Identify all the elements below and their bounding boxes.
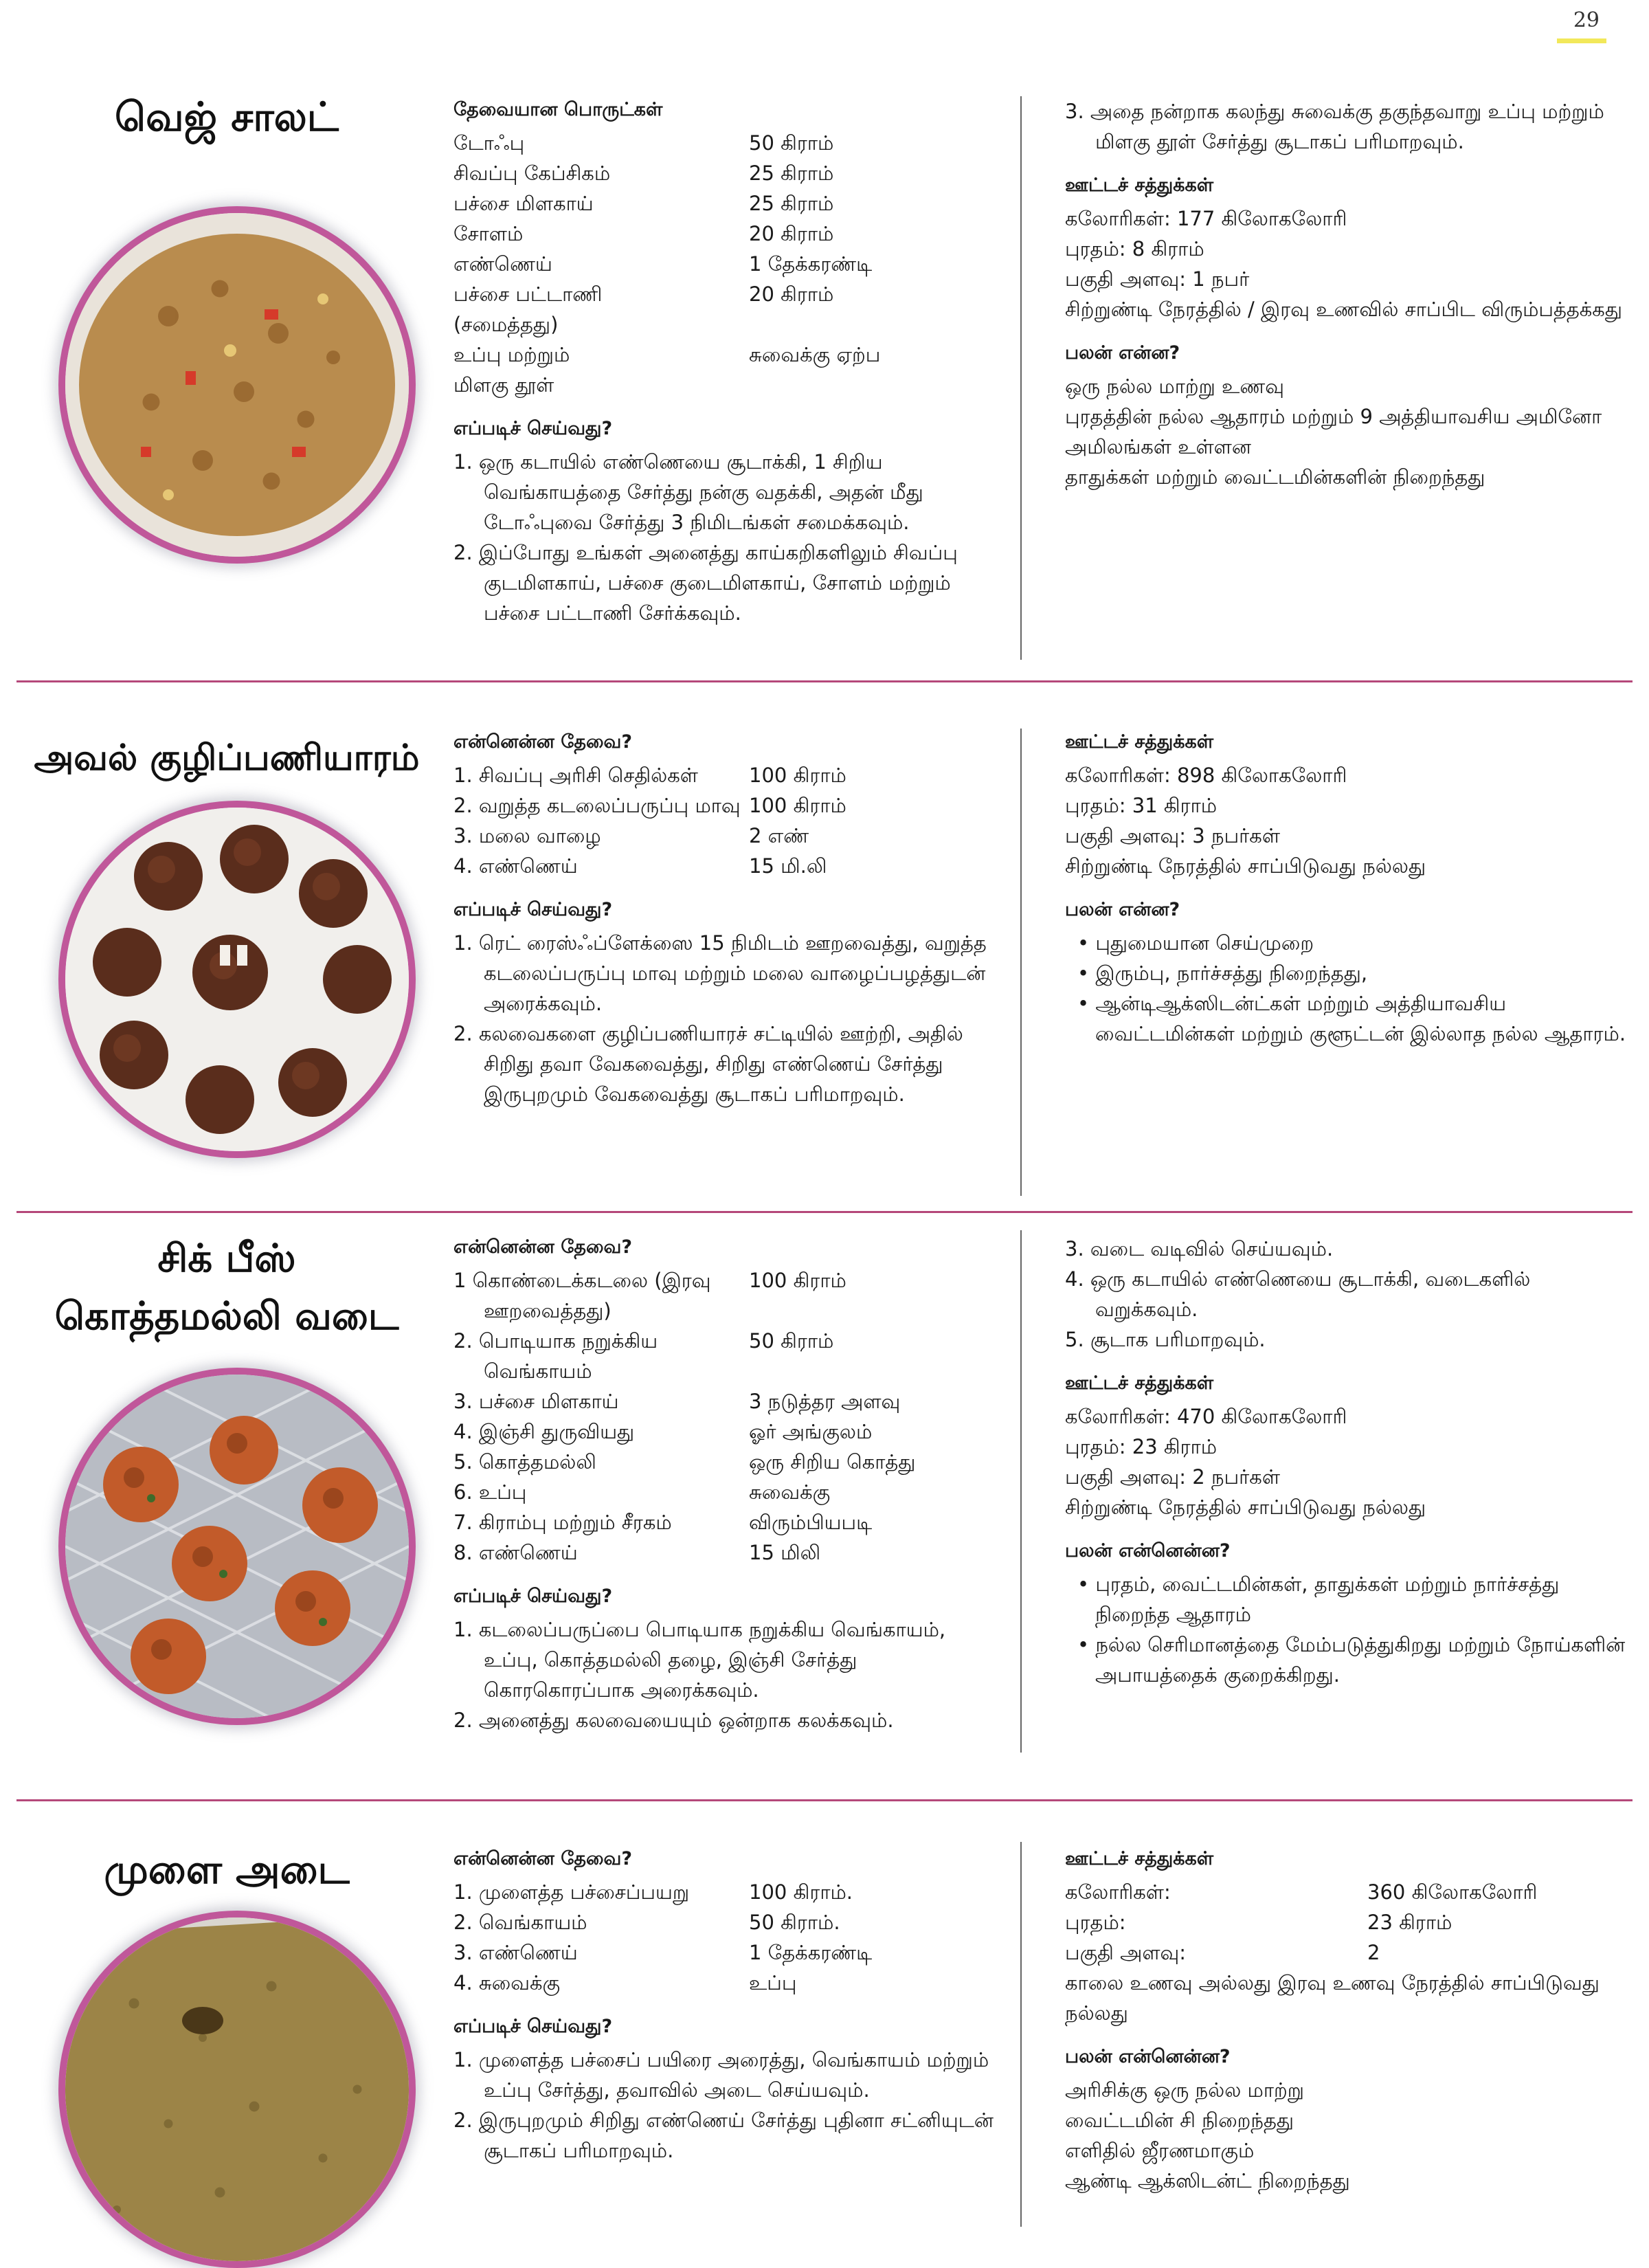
ingredient-name: 4. எண்ணெய்	[453, 854, 578, 878]
page-number-underline	[1557, 38, 1606, 43]
benefit-item: • ஆன்டிஆக்ஸிடன்ட்கள் மற்றும் அத்தியாவசிய வைட்டமின்கள் மற்றும் குளூட்டன் இல்லாத நல்ல ஆதாரம்.	[1077, 992, 1626, 1045]
bullet-icon: •	[1077, 931, 1096, 955]
ingredient-name: பச்சை பட்டாணி (சமைத்தது)	[453, 282, 603, 336]
column-divider	[1020, 1842, 1022, 2227]
benefit-item: • இரும்பு, நார்ச்சத்து நிறைந்தது,	[1077, 961, 1368, 985]
nutrition-label: புரதம்:	[1065, 1911, 1126, 1934]
ingredients-list	[453, 1877, 1003, 1998]
nutrition-value: 360 கிலோகலோரி	[1367, 1880, 1538, 1904]
method-step: 2. இருபுறமும் சிறிது எண்ணெய் சேர்த்து புதினா சட்னியுடன் சூடாகப் பரிமாறவும்.	[453, 2109, 994, 2162]
benefits-heading: பலன் என்னென்ன?	[1065, 2046, 1231, 2067]
nutrition-value: 23 கிராம்	[1367, 1911, 1452, 1934]
benefit-line: அரிசிக்கு ஒரு நல்ல மாற்று	[1065, 2078, 1305, 2102]
recipe-chickpea-coriander-vada	[0, 1230, 1649, 1780]
ingredient-qty: 100 கிராம்	[749, 764, 846, 787]
ingredient-qty: விரும்பியபடி	[749, 1511, 873, 1534]
nutrition-benefits-column	[1065, 96, 1628, 492]
recipe-title: அவல் குழிப்பணியாரம்	[34, 737, 420, 779]
method-step: 2. இப்போது உங்கள் அனைத்து காய்கறிகளிலும் சிவப்பு குடமிளகாய், பச்சை குடைமிளகாய், சோளம் மற்றும் பச்சை பட்டாணி சேர்க்கவும்.	[453, 541, 958, 625]
ingredient-qty: 20 கிராம்	[749, 282, 834, 306]
benefit-line: வைட்டமின் சி நிறைந்தது	[1065, 2109, 1294, 2132]
ingredients-list	[453, 128, 1003, 400]
ingredient-name: 1. முளைத்த பச்சைப்பயறு	[453, 1880, 690, 1904]
recipe-aval-kuzhipaniyaram	[0, 718, 1649, 1199]
benefit-item: • நல்ல செரிமானத்தை மேம்படுத்துகிறது மற்றும் நோய்களின் அபாயத்தைக் குறைக்கிறது.	[1077, 1633, 1626, 1687]
ingredient-name: 1 கொண்டைக்கடலை (இரவு ஊறவைத்தது)	[453, 1269, 711, 1322]
column-divider	[1020, 1230, 1022, 1753]
ingredients-heading: என்னென்ன தேவை?	[453, 731, 633, 753]
ingredient-name: 5. கொத்தமல்லி	[453, 1450, 596, 1474]
nutrition-line: கலோரிகள்: 898 கிலோகலோரி	[1065, 764, 1347, 787]
page-number: 29	[1573, 8, 1600, 32]
recipe-title: வெஜ் சாலட்	[115, 93, 339, 140]
ingredient-name: எண்ணெய்	[453, 252, 552, 276]
nutrition-table	[1065, 1877, 1628, 1968]
method-step: 1. ஒரு கடாயில் எண்ணெயை சூடாக்கி, 1 சிறிய வெங்காயத்தை சேர்த்து நன்கு வதக்கி, அதன் மீது டோஃபுவை சேர்த்து 3 நிமிடங்கள் சமைக்கவும்.	[453, 450, 923, 534]
bullet-icon: •	[1077, 961, 1096, 985]
nutrition-line: கலோரிகள்: 470 கிலோகலோரி	[1065, 1405, 1347, 1428]
ingredients-method-column	[453, 1845, 1003, 2166]
ingredients-heading: என்னென்ன தேவை?	[453, 1236, 633, 1258]
ingredient-name: பச்சை மிளகாய்	[453, 192, 594, 215]
ingredient-name: 7. கிராம்பு மற்றும் சீரகம்	[453, 1511, 672, 1534]
benefit-item: • புரதம், வைட்டமின்கள், தாதுக்கள் மற்றும் நார்ச்சத்து நிறைந்த ஆதாரம்	[1077, 1572, 1560, 1626]
benefit-line: ஆண்டி ஆக்ஸிடன்ட் நிறைந்தது	[1065, 2169, 1350, 2192]
ingredient-qty: 20 கிராம்	[749, 222, 834, 245]
benefit-item: • புதுமையான செய்முறை	[1077, 931, 1314, 955]
ingredients-list	[453, 1265, 1003, 1568]
method-step: 2. அனைத்து கலவையையும் ஒன்றாக கலக்கவும்.	[453, 1709, 894, 1732]
ingredient-qty: 25 கிராம்	[749, 162, 834, 185]
recipe-mulai-adai	[0, 1842, 1649, 2268]
method-step: 2. கலவைகளை குழிப்பணியாரச் சட்டியில் ஊற்றி, அதில் சிறிது தவா வேகவைத்து, சிறிது எண்ணெய் சேர்த்து இருபுறமும் வேகவைத்து சூடாகப் பரிமாறவும்.	[453, 1022, 963, 1106]
ingredient-qty: 100 கிராம்	[749, 794, 846, 817]
benefit-line: ஒரு நல்ல மாற்று உணவு	[1065, 375, 1285, 398]
nutrition-line: பகுதி அளவு: 2 நபர்கள்	[1065, 1465, 1281, 1489]
nutrition-value: 2	[1367, 1941, 1380, 1964]
recipe-title: முளை அடை	[104, 1846, 350, 1893]
nutrition-line: புரதம்: 8 கிராம்	[1065, 237, 1204, 260]
ingredients-method-column	[453, 96, 1003, 628]
recipe-photo-vada	[65, 1375, 409, 1718]
ingredient-qty: ஒரு சிறிய கொத்து	[749, 1450, 916, 1474]
ingredient-qty: உப்பு	[749, 1971, 797, 1994]
ingredient-name: 1. சிவப்பு அரிசி செதில்கள்	[453, 764, 698, 787]
benefit-line: எளிதில் ஜீரணமாகும்	[1065, 2139, 1255, 2162]
ingredient-name: 3. எண்ணெய்	[453, 1941, 578, 1964]
benefits-heading: பலன் என்னென்ன?	[1065, 1540, 1231, 1561]
benefits-list	[1065, 1569, 1628, 1690]
nutrition-line: புரதம்: 31 கிராம்	[1065, 794, 1218, 817]
ingredient-qty: சுவைக்கு ஏற்ப	[749, 343, 881, 366]
ingredients-heading: தேவையான பொருட்கள்	[453, 99, 663, 120]
ingredient-qty: 50 கிராம்	[749, 131, 834, 155]
method-heading: எப்படிச் செய்வது?	[453, 418, 613, 439]
ingredients-method-column	[453, 729, 1003, 1109]
section-divider	[16, 1799, 1633, 1801]
ingredient-name: 6. உப்பு	[453, 1480, 527, 1504]
nutrition-line: புரதம்: 23 கிராம்	[1065, 1435, 1218, 1458]
recipe-title: சிக் பீஸ் கொத்தமல்லி வடை	[54, 1236, 399, 1339]
ingredients-heading: என்னென்ன தேவை?	[453, 1848, 633, 1869]
method-step: 1. கடலைப்பருப்பை பொடியாக நறுக்கிய வெங்காயம், உப்பு, கொத்தமல்லி தழை, இஞ்சி சேர்த்து கொரகொரப்பாக அரைக்கவும்.	[453, 1618, 946, 1702]
nutrition-heading: ஊட்டச் சத்துக்கள்	[1065, 1372, 1214, 1394]
ingredient-qty: சுவைக்கு	[749, 1480, 831, 1504]
ingredient-name: 2. வெங்காயம்	[453, 1911, 587, 1934]
nutrition-heading: ஊட்டச் சத்துக்கள்	[1065, 731, 1214, 753]
ingredient-name: சிவப்பு கேப்சிகம்	[453, 162, 611, 185]
nutrition-benefits-column	[1065, 1845, 1628, 2196]
method-heading: எப்படிச் செய்வது?	[453, 2016, 613, 2037]
nutrition-heading: ஊட்டச் சத்துக்கள்	[1065, 175, 1214, 196]
nutrition-label: கலோரிகள்:	[1065, 1880, 1171, 1904]
nutrition-line: காலை உணவு அல்லது இரவு உணவு நேரத்தில் சாப்பிடுவது நல்லது	[1065, 1971, 1600, 2025]
section-divider	[16, 1211, 1633, 1213]
method-heading: எப்படிச் செய்வது?	[453, 899, 613, 920]
nutrition-line: பகுதி அளவு: 3 நபர்கள்	[1065, 824, 1281, 847]
nutrition-label: பகுதி அளவு:	[1065, 1941, 1187, 1964]
ingredient-name: 3. மலை வாழை	[453, 824, 601, 847]
ingredient-name: சோளம்	[453, 222, 524, 245]
benefits-list	[1065, 928, 1628, 1049]
method-steps	[453, 447, 1003, 628]
ingredient-qty: 100 கிராம்	[749, 1269, 846, 1292]
column-divider	[1020, 96, 1022, 660]
method-step: 1. ரெட் ரைஸ்ஃப்ளேக்ஸை 15 நிமிடம் ஊறவைத்து, வறுத்த கடலைப்பருப்பு மாவு மற்றும் மலை வாழைப்பழத்துடன் அரைக்கவும்.	[453, 931, 987, 1015]
recipe-photo-adai	[65, 1917, 409, 2261]
ingredient-qty: ஓர் அங்குலம்	[749, 1420, 873, 1443]
nutrition-line: சிற்றுண்டி நேரத்தில் சாப்பிடுவது நல்லது	[1065, 1496, 1426, 1519]
ingredient-qty: 15 மிலி	[749, 1541, 821, 1564]
bullet-icon: •	[1077, 1633, 1096, 1656]
ingredient-name: 8. எண்ணெய்	[453, 1541, 578, 1564]
ingredient-qty: 2 எண்	[749, 824, 809, 847]
nutrition-line: சிற்றுண்டி நேரத்தில் சாப்பிடுவது நல்லது	[1065, 854, 1426, 878]
method-step: 3. வடை வடிவில் செய்யவும்.	[1065, 1237, 1334, 1260]
ingredient-name: 3. பச்சை மிளகாய்	[453, 1390, 619, 1413]
ingredient-name: டோஃபு	[453, 131, 525, 155]
column-divider	[1020, 729, 1022, 1196]
ingredient-name: 2. பொடியாக நறுக்கிய வெங்காயம்	[453, 1329, 658, 1383]
ingredient-name: 4. சுவைக்கு	[453, 1971, 561, 1994]
nutrition-line: கலோரிகள்: 177 கிலோகலோரி	[1065, 207, 1347, 230]
nutrition-heading: ஊட்டச் சத்துக்கள்	[1065, 1848, 1214, 1869]
nutrition-line: சிற்றுண்டி நேரத்தில் / இரவு உணவில் சாப்பிட விரும்பத்தக்கது	[1065, 298, 1623, 321]
ingredient-name: 4. இஞ்சி துருவியது	[453, 1420, 635, 1443]
method-steps	[453, 2045, 1003, 2166]
benefits-heading: பலன் என்ன?	[1065, 342, 1180, 364]
ingredient-qty: 15 மி.லி	[749, 854, 827, 878]
ingredient-qty: 1 தேக்கரண்டி	[749, 1941, 873, 1964]
nutrition-line: பகுதி அளவு: 1 நபர்	[1065, 267, 1250, 291]
method-steps	[453, 928, 1003, 1109]
method-heading: எப்படிச் செய்வது?	[453, 1586, 613, 1607]
ingredient-qty: 3 நடுத்தர அளவு	[749, 1390, 901, 1413]
recipe-veg-salad	[0, 89, 1649, 680]
benefit-line: தாதுக்கள் மற்றும் வைட்டமின்களின் நிறைந்தது	[1065, 465, 1485, 489]
method-step: 5. சூடாக பரிமாறவும்.	[1065, 1328, 1266, 1351]
bullet-icon: •	[1077, 992, 1096, 1015]
method-steps	[453, 1614, 1003, 1735]
recipe-photo-veg-salad	[65, 213, 409, 557]
nutrition-benefits-column	[1065, 1234, 1628, 1690]
method-step: 1. முளைத்த பச்சைப் பயிரை அரைத்து, வெங்காயம் மற்றும் உப்பு சேர்த்து, தவாவில் அடை செய்யவும்.	[453, 2048, 989, 2102]
nutrition-benefits-column	[1065, 729, 1628, 1049]
ingredients-method-column	[453, 1234, 1003, 1735]
ingredient-name: உப்பு மற்றும் மிளகு தூள்	[453, 343, 570, 397]
ingredient-qty: 50 கிராம்	[749, 1329, 834, 1353]
ingredient-qty: 100 கிராம்.	[749, 1880, 853, 1904]
ingredient-qty: 1 தேக்கரண்டி	[749, 252, 873, 276]
section-divider	[16, 680, 1633, 682]
method-step: 4. ஒரு கடாயில் எண்ணெயை சூடாக்கி, வடைகளில் வறுக்கவும்.	[1065, 1267, 1531, 1321]
benefits-heading: பலன் என்ன?	[1065, 899, 1180, 920]
ingredients-list	[453, 760, 1003, 881]
ingredient-name: 2. வறுத்த கடலைப்பருப்பு மாவு	[453, 794, 741, 817]
ingredient-qty: 25 கிராம்	[749, 192, 834, 215]
ingredient-qty: 50 கிராம்.	[749, 1911, 840, 1934]
recipe-photo-kuzhipaniyaram	[65, 808, 409, 1151]
method-steps-continued	[1065, 1234, 1628, 1355]
bullet-icon: •	[1077, 1572, 1096, 1596]
benefit-line: புரதத்தின் நல்ல ஆதாரம் மற்றும் 9 அத்தியாவசிய அமினோ அமிலங்கள் உள்ளன	[1065, 405, 1602, 458]
method-step: 3. அதை நன்றாக கலந்து சுவைக்கு தகுந்தவாறு உப்பு மற்றும் மிளகு தூள் சேர்த்து சூடாகப் பரிமாறவும்.	[1065, 100, 1604, 153]
